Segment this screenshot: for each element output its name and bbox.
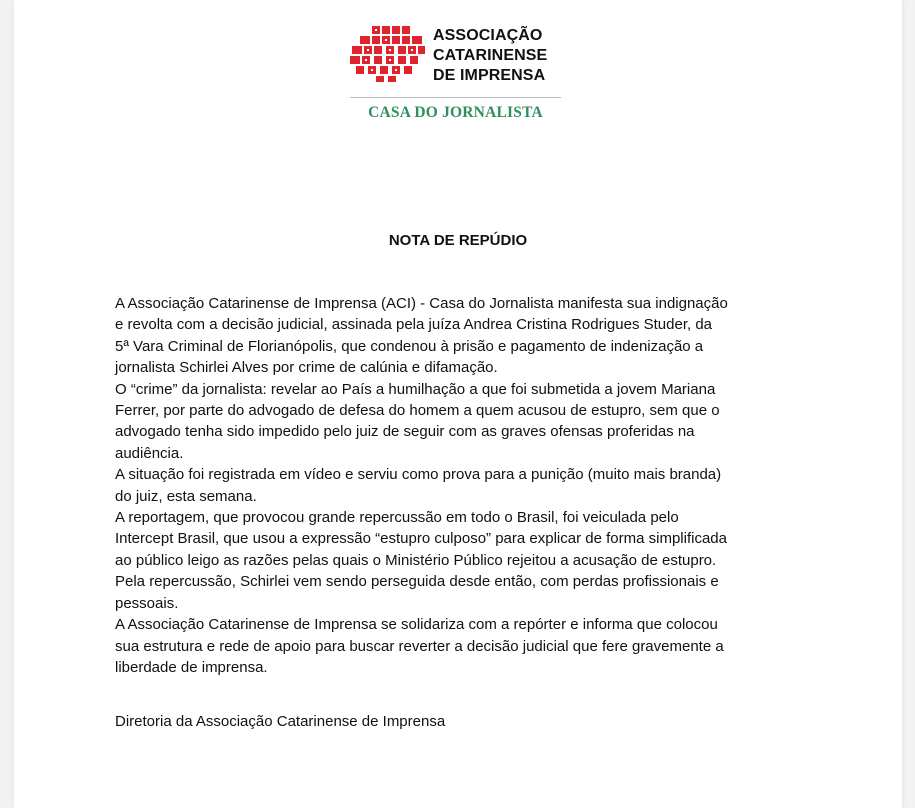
- body-line: Ferrer, por parte do advogado de defesa do homem a quem acusou de estupro, sem que o: [115, 402, 720, 420]
- body-line: pessoais.: [115, 594, 179, 612]
- org-name-line-1: ASSOCIAÇÃO: [433, 27, 543, 44]
- body-line: A situação foi registrada em vídeo e serviu como prova para a punição (muito mais branda): [115, 466, 722, 484]
- org-name-line-2: CATARINENSE: [433, 47, 548, 64]
- body-line: Intercept Brasil, que usou a expressão “estupro culposo” para explicar de forma simplificada: [115, 530, 727, 548]
- document-title: NOTA DE REPÚDIO: [388, 232, 528, 249]
- body-line: advogado tenha sido impedido pelo juiz de seguir com as graves ofensas proferidas na: [115, 423, 695, 441]
- body-line: do juiz, esta semana.: [115, 487, 257, 505]
- body-line: jornalista Schirlei Alves por crime de calúnia e difamação.: [115, 359, 498, 377]
- body-line: liberdade de imprensa.: [115, 658, 268, 676]
- body-line: ao público leigo as razões pelas quais o Ministério Público rejeitou a acusação de estupro.: [115, 551, 717, 569]
- logo-divider: [350, 97, 561, 98]
- body-line: e revolta com a decisão judicial, assinada pela juíza Andrea Cristina Rodrigues Studer, da: [115, 316, 713, 334]
- body-line: audiência.: [115, 444, 184, 462]
- body-line: Pela repercussão, Schirlei vem sendo perseguida desde então, com perdas profissionais e: [115, 573, 719, 591]
- header-logo: [350, 24, 560, 124]
- body-line: A reportagem, que provocou grande repercussão em todo o Brasil, foi veiculada pelo: [115, 509, 679, 527]
- org-subtitle: CASA DO JORNALISTA: [368, 104, 543, 121]
- document-body: [115, 293, 815, 678]
- body-line: sua estrutura e rede de apoio para buscar reverter a decisão judicial que fere gravemente a: [115, 637, 724, 655]
- body-line: 5ª Vara Criminal de Florianópolis, que condenou à prisão e pagamento de indenização a: [115, 337, 704, 355]
- org-name: [433, 26, 547, 86]
- aci-logo-icon: [350, 26, 426, 82]
- document-page: [14, 0, 902, 808]
- body-line: A Associação Catarinense de Imprensa se solidariza com a repórter e informa que colocou: [115, 616, 718, 634]
- body-line: A Associação Catarinense de Imprensa (ACI) - Casa do Jornalista manifesta sua indignação: [115, 295, 728, 312]
- document-signature: Diretoria da Associação Catarinense de Imprensa: [115, 713, 446, 730]
- body-line: O “crime” da jornalista: revelar ao País a humilhação a que foi submetida a jovem Mariana: [115, 380, 716, 398]
- org-name-line-3: DE IMPRENSA: [433, 67, 546, 84]
